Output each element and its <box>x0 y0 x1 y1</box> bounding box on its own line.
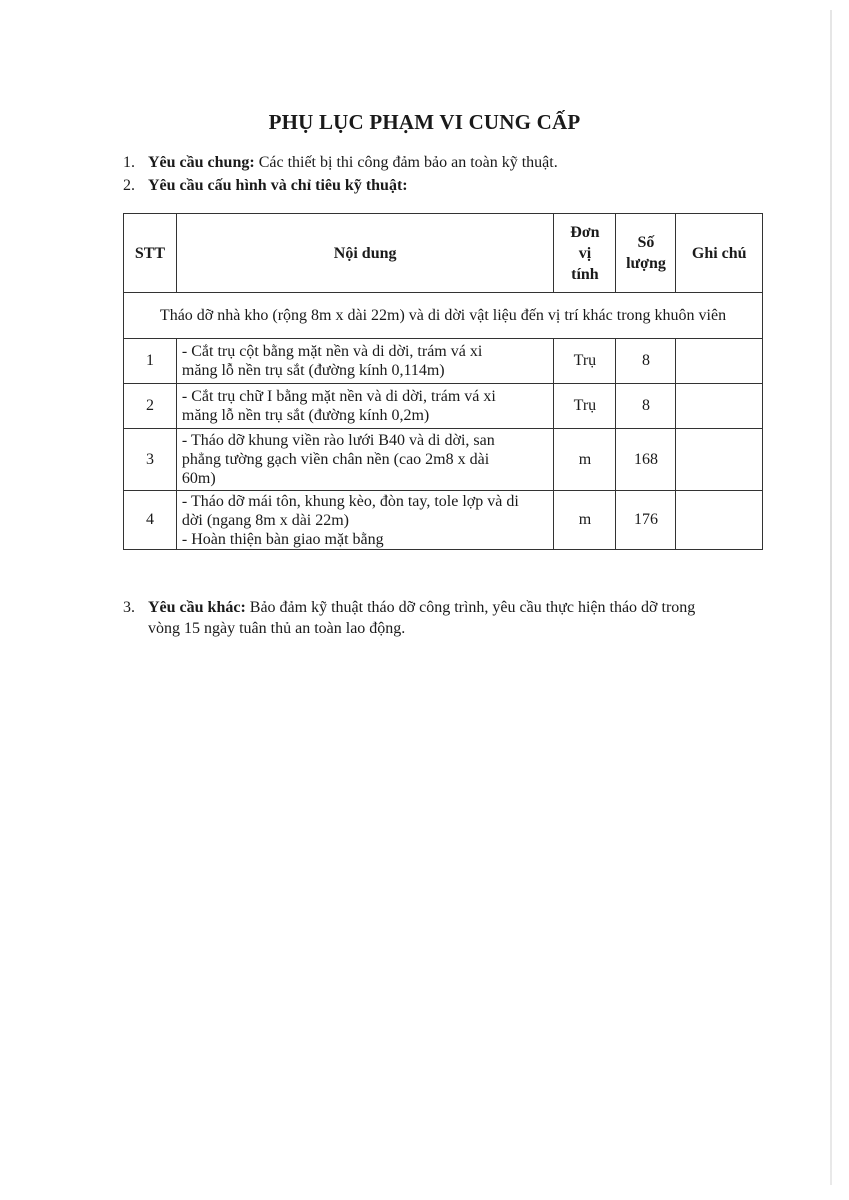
group-title: Tháo dỡ nhà kho (rộng 8m x dài 22m) và di dời vật liệu đến vị trí khác trong khuôn viên <box>124 293 763 339</box>
header-don-vi-line: tính <box>571 265 599 283</box>
page-title: PHỤ LỤC PHẠM VI CUNG CẤP <box>268 110 581 134</box>
cell-note <box>676 429 763 491</box>
header-so-luong-line: Số <box>637 234 655 251</box>
cell-stt: 2 <box>124 384 177 429</box>
content-line: măng lỗ nền trụ sắt (đường kính 0,2m) <box>181 407 430 424</box>
table-row <box>124 384 763 429</box>
cell-unit: Trụ <box>554 339 616 384</box>
cell-stt: 1 <box>124 339 177 384</box>
header-stt: STT <box>124 214 177 293</box>
header-don-vi <box>554 214 616 293</box>
content-line: - Cắt trụ chữ I bằng mặt nền và di dời, trám vá xi <box>181 388 496 405</box>
table-row <box>124 429 763 491</box>
cell-content <box>176 491 553 550</box>
header-don-vi-line: Đơn <box>570 223 600 241</box>
table-header-row <box>124 214 763 293</box>
requirement-label: Yêu cầu chung: <box>148 154 255 171</box>
cell-content <box>176 429 553 491</box>
group-title-row <box>124 293 763 339</box>
header-so-luong <box>616 214 676 293</box>
cell-note <box>676 339 763 384</box>
requirement-number: 1. <box>123 154 135 171</box>
cell-qty: 8 <box>616 339 676 384</box>
header-so-luong-line: lượng <box>626 255 666 272</box>
cell-content <box>176 339 553 384</box>
cell-stt: 4 <box>124 491 177 550</box>
cell-note <box>676 491 763 550</box>
cell-unit: Trụ <box>554 384 616 429</box>
requirement-config <box>123 176 408 196</box>
content-line: - Tháo dỡ khung viền rào lưới B40 và di dời, san <box>181 432 495 449</box>
requirement-text-continued: vòng 15 ngày tuân thủ an toàn lao động. <box>148 620 406 637</box>
requirement-label: Yêu cầu cấu hình và chỉ tiêu kỹ thuật: <box>148 177 408 194</box>
cell-unit: m <box>554 491 616 550</box>
page-edge-shadow <box>830 10 832 1185</box>
requirement-general <box>123 153 558 173</box>
cell-stt: 3 <box>124 429 177 491</box>
requirement-text: Các thiết bị thi công đảm bảo an toàn kỹ thuật. <box>258 154 558 171</box>
content-line: - Cắt trụ cột bằng mặt nền và di dời, trám vá xi <box>181 343 483 360</box>
table-row <box>124 491 763 550</box>
content-line: măng lỗ nền trụ sắt (đường kính 0,114m) <box>181 362 445 379</box>
requirement-text: Bảo đảm kỹ thuật tháo dỡ công trình, yêu cầu thực hiện tháo dỡ trong <box>249 599 696 616</box>
requirement-number: 3. <box>123 599 135 616</box>
content-line: dời (ngang 8m x dài 22m) <box>181 511 350 529</box>
header-noi-dung: Nội dung <box>176 214 553 293</box>
cell-qty: 8 <box>616 384 676 429</box>
content-line: - Tháo dỡ mái tôn, khung kèo, đòn tay, tole lợp và di <box>181 492 519 510</box>
scope-table <box>123 213 763 550</box>
content-line: - Hoàn thiện bàn giao mặt bằng <box>181 530 384 548</box>
requirement-other <box>123 597 763 639</box>
cell-note <box>676 384 763 429</box>
header-don-vi-line: vị <box>578 244 592 262</box>
cell-unit: m <box>554 429 616 491</box>
cell-qty: 168 <box>616 429 676 491</box>
header-ghi-chu: Ghi chú <box>676 214 763 293</box>
requirement-number: 2. <box>123 177 135 194</box>
table-row <box>124 339 763 384</box>
cell-qty: 176 <box>616 491 676 550</box>
content-line: 60m) <box>181 470 216 487</box>
cell-content <box>176 384 553 429</box>
requirement-label: Yêu cầu khác: <box>148 599 246 616</box>
content-line: phẳng tường gạch viền chân nền (cao 2m8 x dài <box>181 451 490 468</box>
